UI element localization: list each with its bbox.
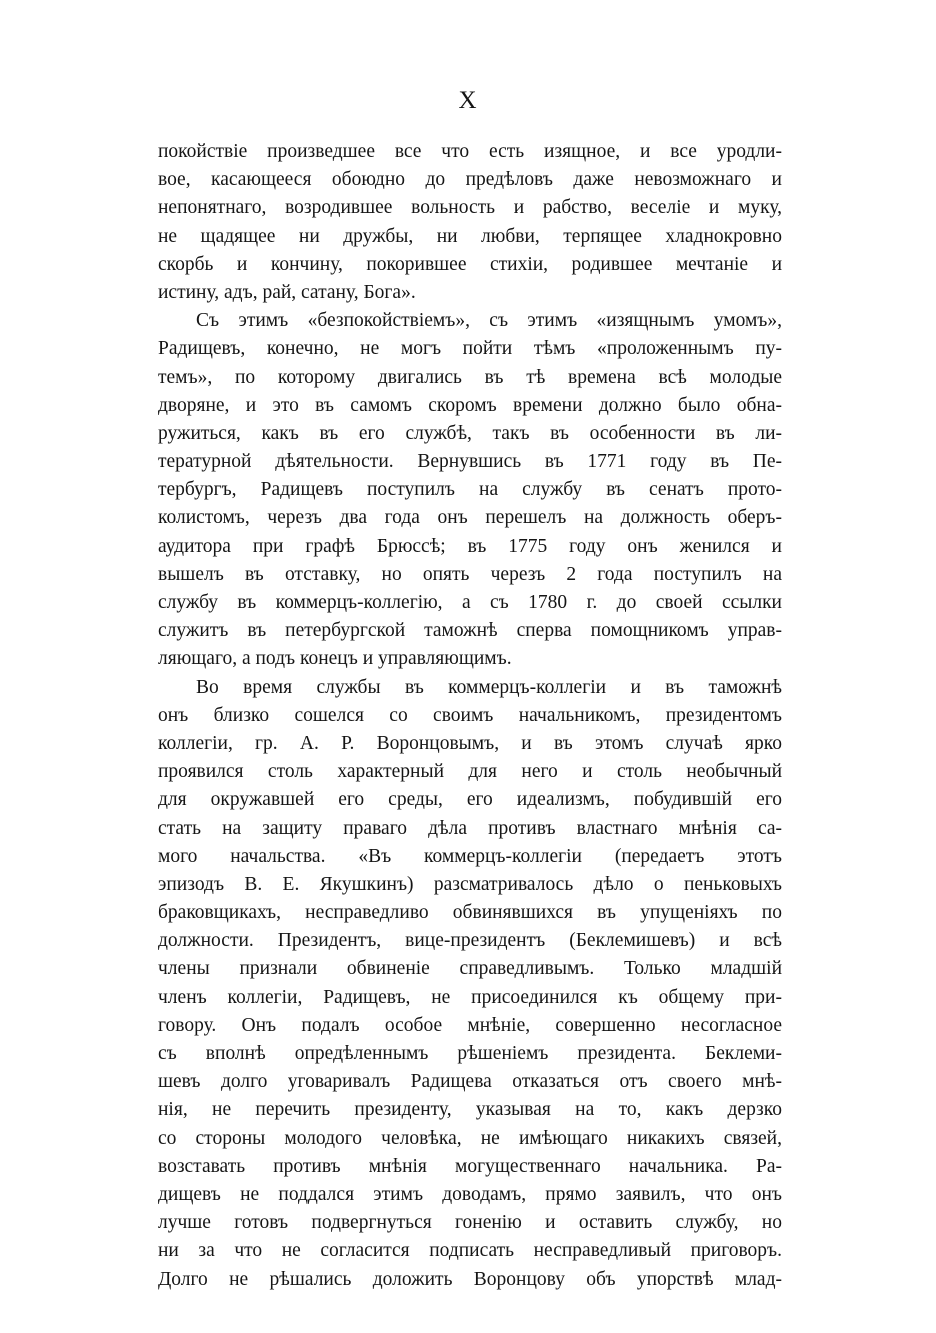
text-line: тербургъ, Радищевъ поступилъ на службу въ сенатъ прото- (158, 479, 782, 501)
text-line: нія, не перечить президенту, указывая на то, какъ дерзко (158, 1099, 782, 1121)
text-line: Во время службы въ коммерцъ-коллегіи и въ таможнѣ (196, 676, 782, 698)
text-line: эпизодъ В. Е. Якушкинъ) разсматривалось дѣло о пеньковыхъ (158, 873, 782, 895)
text-line: члены признали обвиненіе справедливымъ. Только младшій (158, 958, 782, 980)
text-line: стать на защиту праваго дѣла противъ властнаго мнѣнія са- (158, 817, 782, 839)
text-line: тературной дѣятельности. Вернувшись въ 1771 году въ Пе- (158, 451, 782, 473)
text-line: непонятнаго, возродившее вольность и рабство, веселіе и муку, (158, 197, 782, 219)
text-line: говору. Онъ подалъ особое мнѣніе, совершенно несогласное (158, 1014, 782, 1036)
text-line: дищевъ не поддался этимъ доводамъ, прямо заявилъ, что онъ (158, 1183, 782, 1205)
text-line: Съ этимъ «безпокойствіемъ», съ этимъ «изящнымъ умомъ», (196, 310, 782, 332)
text-line: мого начальства. «Въ коммерцъ-коллегіи (передаетъ этотъ (158, 845, 782, 867)
text-line: служитъ въ петербургской таможнѣ сперва помощникомъ управ- (158, 620, 782, 642)
text-line: вое, касающееся обоюдно до предѣловъ даже невозможнаго и (158, 169, 782, 191)
text-line: онъ близко сошелся со своимъ начальникомъ, президентомъ (158, 704, 782, 726)
text-line: возставать противъ мнѣнія могущественнаго начальника. Ра- (158, 1155, 782, 1177)
text-line: для окружавшей его среды, его идеализмъ, побудившій его (158, 789, 782, 811)
text-line: должности. Президентъ, вице-президентъ (Беклемишевъ) и всѣ (158, 930, 782, 952)
text-line: членъ коллегіи, Радищевъ, не присоединился къ общему при- (158, 986, 782, 1008)
body-text (158, 138, 782, 1294)
text-line: не щадящее ни дружбы, ни любви, терпящее хладнокровно (158, 225, 782, 247)
text-line: покойствіе произведшее все что есть изящное, и все уродли- (158, 141, 782, 162)
page-number: X (458, 87, 478, 114)
text-line: скорбь и кончину, покорившее стихіи, родившее мечтаніе и (158, 253, 782, 275)
text-line: темъ», по которому двигались въ тѣ времена всѣ молодые (158, 366, 782, 388)
text-line: Радищевъ, конечно, не могъ пойти тѣмъ «проложеннымъ пу- (158, 338, 782, 360)
text-line: съ вполнѣ опредѣленнымъ рѣшеніемъ президента. Беклеми- (158, 1043, 782, 1064)
text-line: дворяне, и это въ самомъ скоромъ времени должно было обна- (158, 394, 782, 416)
text-line: вышелъ въ отставку, но опять черезъ 2 года поступилъ на (158, 563, 782, 585)
text-line: лучше готовъ подвергнуться гоненію и оставить службу, но (158, 1212, 782, 1234)
text-line: со стороны молодого человѣка, не имѣющаго никакихъ связей, (158, 1127, 782, 1149)
text-line: аудитора при графѣ Брюссѣ; въ 1775 году онъ женился и (158, 535, 782, 557)
text-line: ни за что не согласится подписать несправедливый приговоръ. (158, 1240, 782, 1262)
text-line: коллегіи, гр. А. Р. Воронцовымъ, и въ этомъ случаѣ ярко (158, 732, 782, 754)
text-line: шевъ долго уговаривалъ Радищева отказаться отъ своего мнѣ- (158, 1071, 782, 1093)
text-line: Долго не рѣшались доложить Воронцову объ упорствѣ млад- (158, 1268, 782, 1290)
text-line: истину, адъ, рай, сатану, Бога». (158, 281, 416, 303)
text-line: колистомъ, черезъ два года онъ перешелъ на должность оберъ- (158, 507, 782, 529)
text-line: ляющаго, а подъ конецъ и управляющимъ. (158, 648, 512, 670)
text-line: проявился столь характерный для него и столь необычный (158, 761, 782, 783)
text-line: браковщикахъ, несправедливо обвинявшихся въ упущеніяхъ по (158, 902, 782, 924)
text-line: службу въ коммерцъ-коллегію, а съ 1780 г. до своей ссылки (158, 592, 782, 613)
text-line: ружиться, какъ въ его службѣ, такъ въ особенности въ ли- (158, 422, 782, 444)
